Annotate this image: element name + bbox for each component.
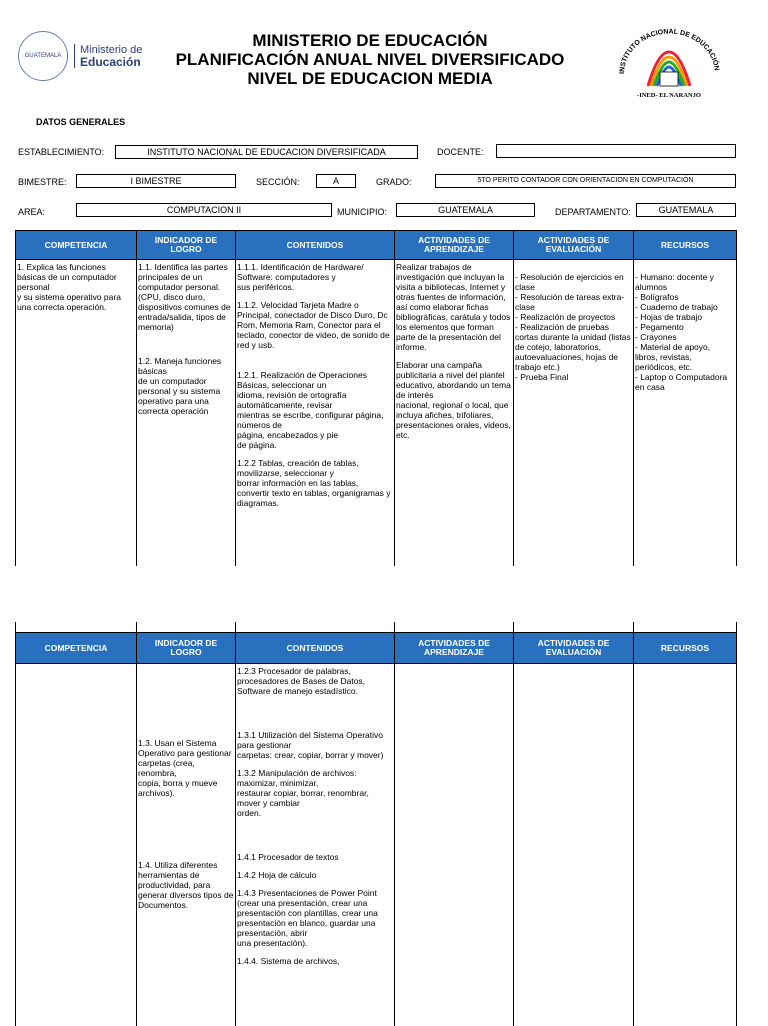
establecimiento-label: ESTABLECIMIENTO:: [18, 147, 105, 157]
contenido-1-2-2: 1.2.2 Tablas, creación de tablas, movilizarse, seleccionar y borrar información en las tablas, convertir texto en tablas, organigramas y diagramas.: [237, 458, 391, 508]
table-row: [16, 664, 737, 1026]
cell-contenidos: [236, 664, 395, 1026]
title-line-2: PLANIFICACIÓN ANUAL NIVEL DIVERSIFICADO: [175, 50, 565, 69]
aprendizaje-2: Elaborar una campaña publicitaria a nivel del plantel educativo, abordando un tema de interés nacional, regional o local, que incluya afiches, trifoliares, presentaciones orales, videos, etc.: [396, 360, 511, 440]
school-crest-icon: [612, 22, 727, 100]
table-row: [16, 260, 737, 566]
contenido-1-1-1: 1.1.1. Identificación de Hardware/ Software: computadores y sus periféricos.: [237, 262, 364, 292]
cell-contenidos: [236, 260, 395, 566]
cell-recursos: [634, 260, 737, 566]
contenido-1-4-2: 1.4.2 Hoja de cálculo: [237, 870, 317, 880]
table-spacer-row: [16, 622, 737, 633]
cell-competencia: [16, 260, 137, 566]
area-label: AREA:: [18, 207, 46, 217]
col-contenidos: CONTENIDOS: [236, 231, 395, 260]
ministry-line2: Educación: [80, 55, 141, 69]
table-header-row: [16, 633, 737, 664]
planning-table-2: [15, 622, 737, 1026]
contenido-1-1-2: 1.1.2. Velocidad Tarjeta Madre o Principal, conectador de Disco Duro, Dc Rom, Memoria Ram, Conector para el teclado, conector de video, de sonido de red y usb.: [237, 300, 390, 350]
departamento-label: DEPARTAMENTO:: [555, 207, 631, 217]
departamento-field[interactable]: GUATEMALA: [636, 203, 736, 217]
recursos-text: - Humano: docente y alumnos - Bolígrafos - Cuaderno de trabajo - Hojas de trabajo - Pegamento - Crayones - Material de apoyo, libros, revistas, periódicos, etc. - Laptop o Computadora en casa: [635, 272, 728, 392]
seal-text: GUATEMALA: [24, 53, 62, 59]
col-indicador: INDICADOR DE LOGRO: [137, 231, 236, 260]
competencia-text: 1. Explica las funciones básicas de un computador personal y su sistema operativo para una correcta operación.: [17, 262, 121, 312]
indicador-1-2: 1.2. Maneja funciones básicas de un computador personal y su sistema operativo para una correcta operación: [138, 356, 222, 416]
cell-indicador: [137, 664, 236, 1026]
planning-table-1: [15, 230, 737, 566]
indicador-1-1: 1.1. Identifica las partes principales de un computador personal. (CPU, disco duro, dispositivos comunes de entrada/salida, tipos de memoria): [138, 262, 231, 332]
ministry-logo: [18, 30, 143, 82]
evaluacion-text: - Resolución de ejercicios en clase - Resolución de tareas extra-clase - Realización de proyectos - Realización de pruebas cortas durante la unidad (listas de cotejo, laboratorios, autoevaluaciones, hojas de trabajo etc.) - Prueba Final: [515, 272, 631, 382]
establecimiento-field[interactable]: INSTITUTO NACIONAL DE EDUCACION DIVERSIFICADA: [115, 145, 418, 159]
aprendizaje-1: Realizar trabajos de investigación que incluyan la visita a bibliotecas, Internet y otras fuentes de información, así como elaborar fichas bibliográficas, carátula y todos los elementos que forman parte de la presentación del informe.: [396, 262, 511, 352]
col-aprendizaje: ACTIVIDADES DE APRENDIZAJE: [395, 231, 514, 260]
col-indicador: INDICADOR DE LOGRO: [137, 633, 236, 664]
contenido-1-4-1: 1.4.1 Procesador de textos: [237, 852, 339, 862]
col-contenidos: CONTENIDOS: [236, 633, 395, 664]
col-recursos: RECURSOS: [634, 633, 737, 664]
seccion-label: SECCIÓN:: [256, 177, 300, 187]
cell-indicador: [137, 260, 236, 566]
cell-aprendizaje: [395, 664, 514, 1026]
contenido-1-4-4: 1.4.4. Sistema de archivos,: [237, 956, 340, 966]
table-header-row: [16, 231, 737, 260]
docente-field[interactable]: [496, 144, 736, 158]
school-logo-ring-text: INSTITUTO NACIONAL DE EDUCACIÓN: [618, 28, 720, 75]
seccion-field[interactable]: A: [316, 174, 356, 188]
area-field[interactable]: COMPUTACION II: [76, 203, 332, 217]
title-line-3: NIVEL DE EDUCACION MEDIA: [247, 69, 493, 88]
contenido-1-2-3: 1.2.3 Procesador de palabras, procesadores de Bases de Datos, Software de manejo estadístico.: [237, 666, 366, 696]
municipio-field[interactable]: GUATEMALA: [396, 203, 535, 217]
contenido-1-3-2: 1.3.2 Manipulación de archivos: maximizar, minimizar, restaurar copiar, borrar, renombrar, mover y cambiar orden.: [237, 768, 369, 818]
title-line-1: MINISTERIO DE EDUCACIÓN: [252, 31, 488, 50]
ministry-line1: Ministerio de: [80, 44, 143, 56]
cell-evaluacion: [514, 664, 634, 1026]
school-logo-bottom-text: -INED- EL NARANJO: [637, 92, 701, 99]
col-evaluacion: ACTIVIDADES DE EVALUACIÓN: [514, 633, 634, 664]
contenido-1-2-1: 1.2.1. Realización de Operaciones Básicas, seleccionar un idioma, revisión de ortografía automáticamente, revisar mientras se escribe, configurar página, números de página, encabezados y pie de página.: [237, 370, 384, 450]
grado-field[interactable]: 5TO PERITO CONTADOR CON ORIENTACION EN COMPUTACIÓN: [435, 174, 736, 188]
col-competencia: COMPETENCIA: [16, 633, 137, 664]
cell-recursos: [634, 664, 737, 1026]
col-evaluacion: ACTIVIDADES DE EVALUACIÓN: [514, 231, 634, 260]
guatemala-seal-icon: [18, 31, 68, 81]
bimestre-label: BIMESTRE:: [18, 177, 67, 187]
col-aprendizaje: ACTIVIDADES DE APRENDIZAJE: [395, 633, 514, 664]
cell-aprendizaje: [395, 260, 514, 566]
bimestre-field[interactable]: I BIMESTRE: [76, 174, 236, 188]
indicador-1-3: 1.3. Usan el Sistema Operativo para gestionar carpetas (crea, renombra, copia, borra y mueve archivos).: [138, 738, 232, 798]
cell-evaluacion: [514, 260, 634, 566]
grado-label: GRADO:: [376, 177, 412, 187]
cell-competencia: [16, 664, 137, 1026]
municipio-label: MUNICIPIO:: [337, 207, 388, 217]
page-title: [150, 31, 590, 88]
contenido-1-4-3: 1.4.3 Presentaciones de Power Point (crear una presentación, crear una presentación con plantillas, crear una presentación en blanco, guardar una presentación, abrir una presentación).: [237, 888, 378, 948]
col-recursos: RECURSOS: [634, 231, 737, 260]
school-logo: [612, 22, 727, 100]
docente-label: DOCENTE:: [437, 147, 484, 157]
indicador-1-4: 1.4. Utiliza diferentes herramientas de productividad, para generar diversos tipos de Documentos.: [138, 860, 234, 910]
datos-heading: DATOS GENERALES: [36, 117, 126, 127]
contenido-1-3-1: 1.3.1 Utilización del Sistema Operativo para gestionar carpetas: crear, copiar, borrar y mover): [237, 730, 384, 760]
col-competencia: COMPETENCIA: [16, 231, 137, 260]
ministry-wordmark: [74, 44, 142, 68]
